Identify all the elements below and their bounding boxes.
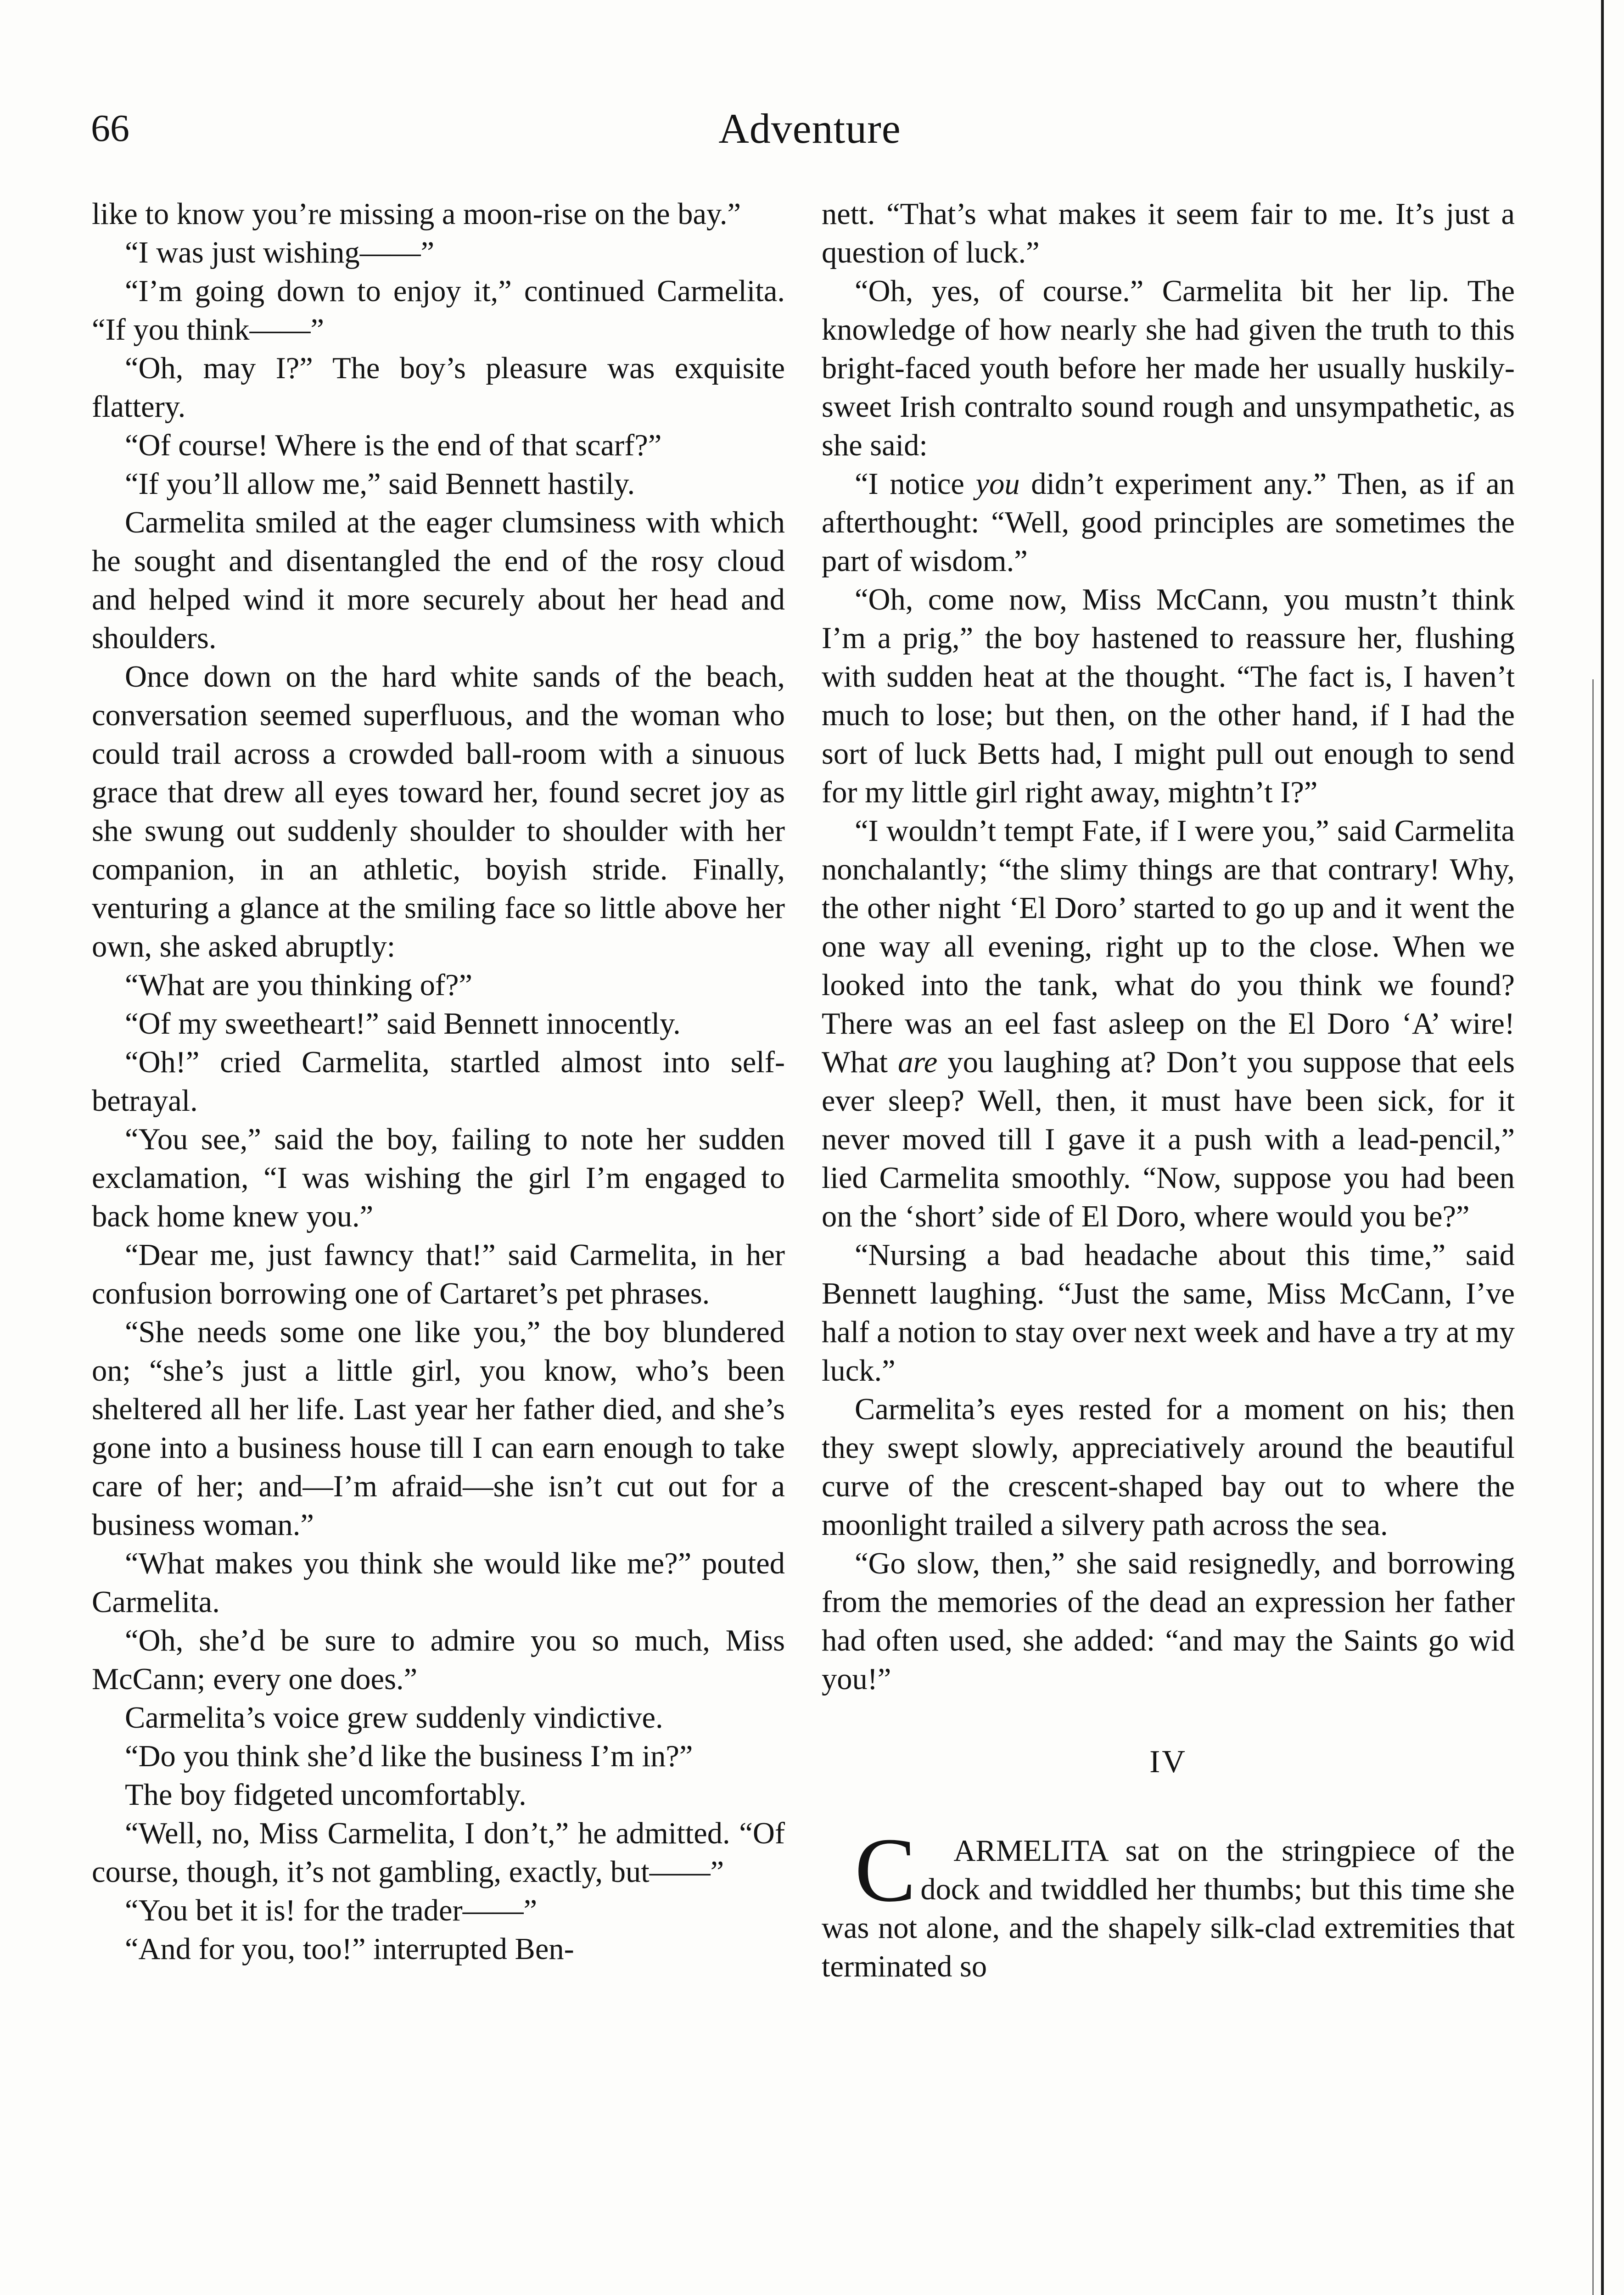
paragraph: Carmelita’s voice grew suddenly vindictive. xyxy=(125,1701,663,1735)
paragraph: “Of my sweetheart!” said Bennett innocently. xyxy=(125,1007,681,1041)
paragraph: The boy fidgeted uncomfortably. xyxy=(125,1778,526,1812)
right-column xyxy=(822,195,1515,1986)
page-number: 66 xyxy=(91,107,129,150)
paragraph: “Oh!” cried Carmelita, startled almost into self-betrayal. xyxy=(92,1046,785,1118)
text-run: didn’t experiment any.” Then, as if an afterthought: “Well, good principles are sometimes the part of wisdom.” xyxy=(822,467,1515,578)
page-header xyxy=(87,101,1532,156)
paragraph: “I’m going down to enjoy it,” continued Carmelita. “If you think——” xyxy=(92,274,785,347)
scan-edge-line-thin xyxy=(1592,679,1594,2295)
paragraph: Carmelita smiled at the eager clumsiness with which he sought and disentangled the end of the rosy cloud and helped wind it more securely about her head and shoulders. xyxy=(92,506,785,655)
paragraph: “Of course! Where is the end of that scarf?” xyxy=(125,429,662,462)
paragraph: “And for you, too!” interrupted Ben- xyxy=(125,1932,574,1966)
paragraph xyxy=(822,465,1515,581)
paragraph: nett. “That’s what makes it seem fair to me. It’s just a question of luck.” xyxy=(822,197,1515,269)
paragraph: “You see,” said the boy, failing to note her sudden exclamation, “I was wishing the girl I’m engaged to back home knew you.” xyxy=(92,1123,785,1233)
drop-cap: C xyxy=(855,1819,916,1921)
paragraph: “Oh, yes, of course.” Carmelita bit her lip. The knowledge of how nearly she had given the truth to this bright-faced youth before her made her usually huskily-sweet Irish contralto sound rough and unsympathetic, as she said: xyxy=(822,274,1515,462)
running-title: Adventure xyxy=(718,105,901,152)
paragraph: “Oh, may I?” The boy’s pleasure was exquisite flattery. xyxy=(92,352,785,424)
section-heading: IV xyxy=(1149,1744,1187,1780)
paragraph xyxy=(822,812,1515,1236)
text-run: sat on the stringpiece of the dock and twiddled her thumbs; but this time she was not alone, and the shapely silk-clad extremities that terminated so xyxy=(822,1834,1515,1983)
paragraph: “I was just wishing——” xyxy=(125,236,435,269)
paragraph: “If you’ll allow me,” said Bennett hastily. xyxy=(125,467,635,501)
paragraph: “Well, no, Miss Carmelita, I don’t,” he admitted. “Of course, though, it’s not gambling, exactly, but——” xyxy=(92,1817,785,1889)
paragraph: “Dear me, just fawncy that!” said Carmelita, in her confusion borrowing one of Cartaret’s pet phrases. xyxy=(92,1238,785,1310)
paragraph: “Oh, she’d be sure to admire you so much, Miss McCann; every one does.” xyxy=(92,1624,785,1696)
paragraph: “You bet it is! for the trader——” xyxy=(125,1894,538,1927)
paragraph: like to know you’re missing a moon-rise on the bay.” xyxy=(92,197,741,231)
paragraph: “She needs some one like you,” the boy blundered on; “she’s just a little girl, you know, who’s been sheltered all her life. Last year her father died, and she’s gone into a business house till I can earn enough to take care of her; and—I’m afraid—she isn’t cut out for a business woman.” xyxy=(92,1315,785,1542)
opening-word: ARMELITA xyxy=(953,1834,1107,1868)
chapter-opening-paragraph xyxy=(822,1819,1515,1986)
italic-emphasis: you xyxy=(975,467,1020,501)
text-run: you laughing at? Don’t you suppose that eels ever sleep? Well, then, it must have been sick, for it never moved till I gave it a push with a lead-pencil,” lied Carmelita smoothly. “Now, suppose you had been on the ‘short’ side of El Doro, where would you be?” xyxy=(822,1046,1515,1233)
paragraph: “What are you thinking of?” xyxy=(125,968,473,1002)
paragraph: “Nursing a bad headache about this time,” said Bennett laughing. “Just the same, Miss McCann, I’ve half a notion to stay over next week and have a try at my luck.” xyxy=(822,1238,1515,1388)
paragraph: “Do you think she’d like the business I’m in?” xyxy=(125,1740,693,1773)
paragraph: “Go slow, then,” she said resignedly, and borrowing from the memories of the dead an expression her father had often used, she added: “and may the Saints go wid you!” xyxy=(822,1547,1515,1696)
italic-emphasis: are xyxy=(898,1046,938,1079)
paragraph: Once down on the hard white sands of the beach, conversation seemed superfluous, and the woman who could trail across a crowded ball-room with a sinuous grace that drew all eyes toward her, found secret joy as she swung out suddenly shoulder to shoulder with her companion, in an athletic, boyish stride. Finally, venturing a glance at the smiling face so little above her own, she asked abruptly: xyxy=(92,660,785,963)
left-column xyxy=(92,195,785,1969)
paragraph: Carmelita’s eyes rested for a moment on his; then they swept slowly, appreciatively around the beautiful curve of the crescent-shaped bay out to where the moonlight trailed a silvery path across the sea. xyxy=(822,1393,1515,1542)
scan-edge-line xyxy=(1601,0,1604,2295)
paragraph: “Oh, come now, Miss McCann, you mustn’t think I’m a prig,” the boy hastened to reassure her, flushing with sudden heat at the thought. “The fact is, I haven’t much to lose; but then, on the other hand, if I had the sort of luck Betts had, I might pull out enough to send for my little girl right away, mightn’t I?” xyxy=(822,583,1515,809)
text-run: “I notice xyxy=(855,467,976,501)
text-run: “I wouldn’t tempt Fate, if I were you,” said Carmelita nonchalantly; “the slimy things are that contrary! Why, the other night ‘El Doro’ started to go up and it went the one way all evening, right up to the close. When we looked into the tank, what do you think we found? There was an eel fast asleep on the El Doro ‘A’ wire! What xyxy=(822,814,1515,1079)
paragraph: “What makes you think she would like me?” pouted Carmelita. xyxy=(92,1547,785,1619)
